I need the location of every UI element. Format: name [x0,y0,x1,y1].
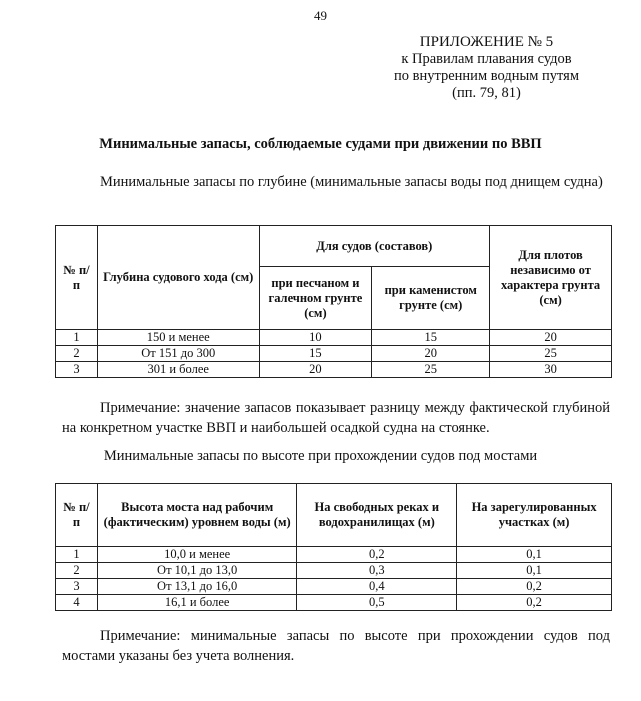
appendix-line-3: (пп. 79, 81) [452,85,521,101]
t1-header-sand: при песчаном и галечном грунте (см) [259,267,372,330]
t1-header-vessels: Для судов (составов) [259,226,490,267]
t1-header-num: № п/п [56,226,98,330]
t2-cell-free: 0,2 [297,547,457,563]
t2-cell-num: 1 [56,547,98,563]
t2-cell-height: От 13,1 до 16,0 [97,579,297,595]
table-row [56,346,612,362]
table-row [56,330,612,346]
t1-cell-depth: От 151 до 300 [97,346,259,362]
t2-cell-free: 0,3 [297,563,457,579]
table-row [56,362,612,378]
section2-intro: Минимальные запасы по высоте при прохождении судов под мостами [103,448,538,464]
t2-cell-regulated: 0,2 [457,595,612,611]
t2-cell-height: От 10,1 до 13,0 [97,563,297,579]
appendix-line-1: к Правилам плавания судов [401,51,572,67]
t2-cell-regulated: 0,2 [457,579,612,595]
appendix-header [394,34,579,102]
t2-cell-height: 10,0 и менее [97,547,297,563]
t2-cell-num: 2 [56,563,98,579]
t1-header-stone: при каменистом грунте (см) [372,267,490,330]
main-title: Минимальные запасы, соблюдаемые судами при движении по ВВП [99,136,542,152]
depth-reserve-table [55,225,612,378]
t1-cell-sand: 20 [259,362,372,378]
note-2: Примечание: минимальные запасы по высоте при прохождении судов под мостами указаны без учета волнения. [62,628,610,664]
t2-header-regulated: На зарегулированных участках (м) [457,484,612,547]
t1-cell-rafts: 30 [490,362,612,378]
t2-header-num: № п/п [56,484,98,547]
t2-cell-free: 0,4 [297,579,457,595]
t1-cell-depth: 301 и более [97,362,259,378]
t1-cell-sand: 15 [259,346,372,362]
t1-cell-rafts: 25 [490,346,612,362]
t1-cell-stone: 20 [372,346,490,362]
appendix-line-2: по внутренним водным путям [393,68,579,84]
table-row [56,547,612,563]
t2-header-free: На свободных реках и водохранилищах (м) [297,484,457,547]
t1-cell-stone: 25 [372,362,490,378]
t2-header-height: Высота моста над рабочим (фактическим) уровнем воды (м) [97,484,297,547]
section1-intro: Минимальные запасы по глубине (минимальные запасы воды под днищем судна) [100,174,603,190]
note-1: Примечание: значение запасов показывает разницу между фактической глубиной на конкретном участке ВВП и наибольшей осадкой судна на стоянке. [62,400,610,436]
t2-cell-num: 3 [56,579,98,595]
t1-header-depth: Глубина судового хода (см) [97,226,259,330]
t1-cell-num: 1 [56,330,98,346]
page-number: 49 [314,8,327,23]
t2-cell-regulated: 0,1 [457,547,612,563]
table-row [56,563,612,579]
appendix-title: ПРИЛОЖЕНИЕ № 5 [419,34,554,50]
t1-cell-stone: 15 [372,330,490,346]
t1-cell-rafts: 20 [490,330,612,346]
t1-cell-num: 3 [56,362,98,378]
t2-cell-height: 16,1 и более [97,595,297,611]
table-row [56,595,612,611]
t1-cell-depth: 150 и менее [97,330,259,346]
t1-cell-num: 2 [56,346,98,362]
t1-cell-sand: 10 [259,330,372,346]
table-row [56,579,612,595]
t1-header-rafts: Для плотов независимо от характера грунта (см) [490,226,612,330]
t2-cell-num: 4 [56,595,98,611]
t2-cell-regulated: 0,1 [457,563,612,579]
height-reserve-table [55,483,612,611]
t2-cell-free: 0,5 [297,595,457,611]
